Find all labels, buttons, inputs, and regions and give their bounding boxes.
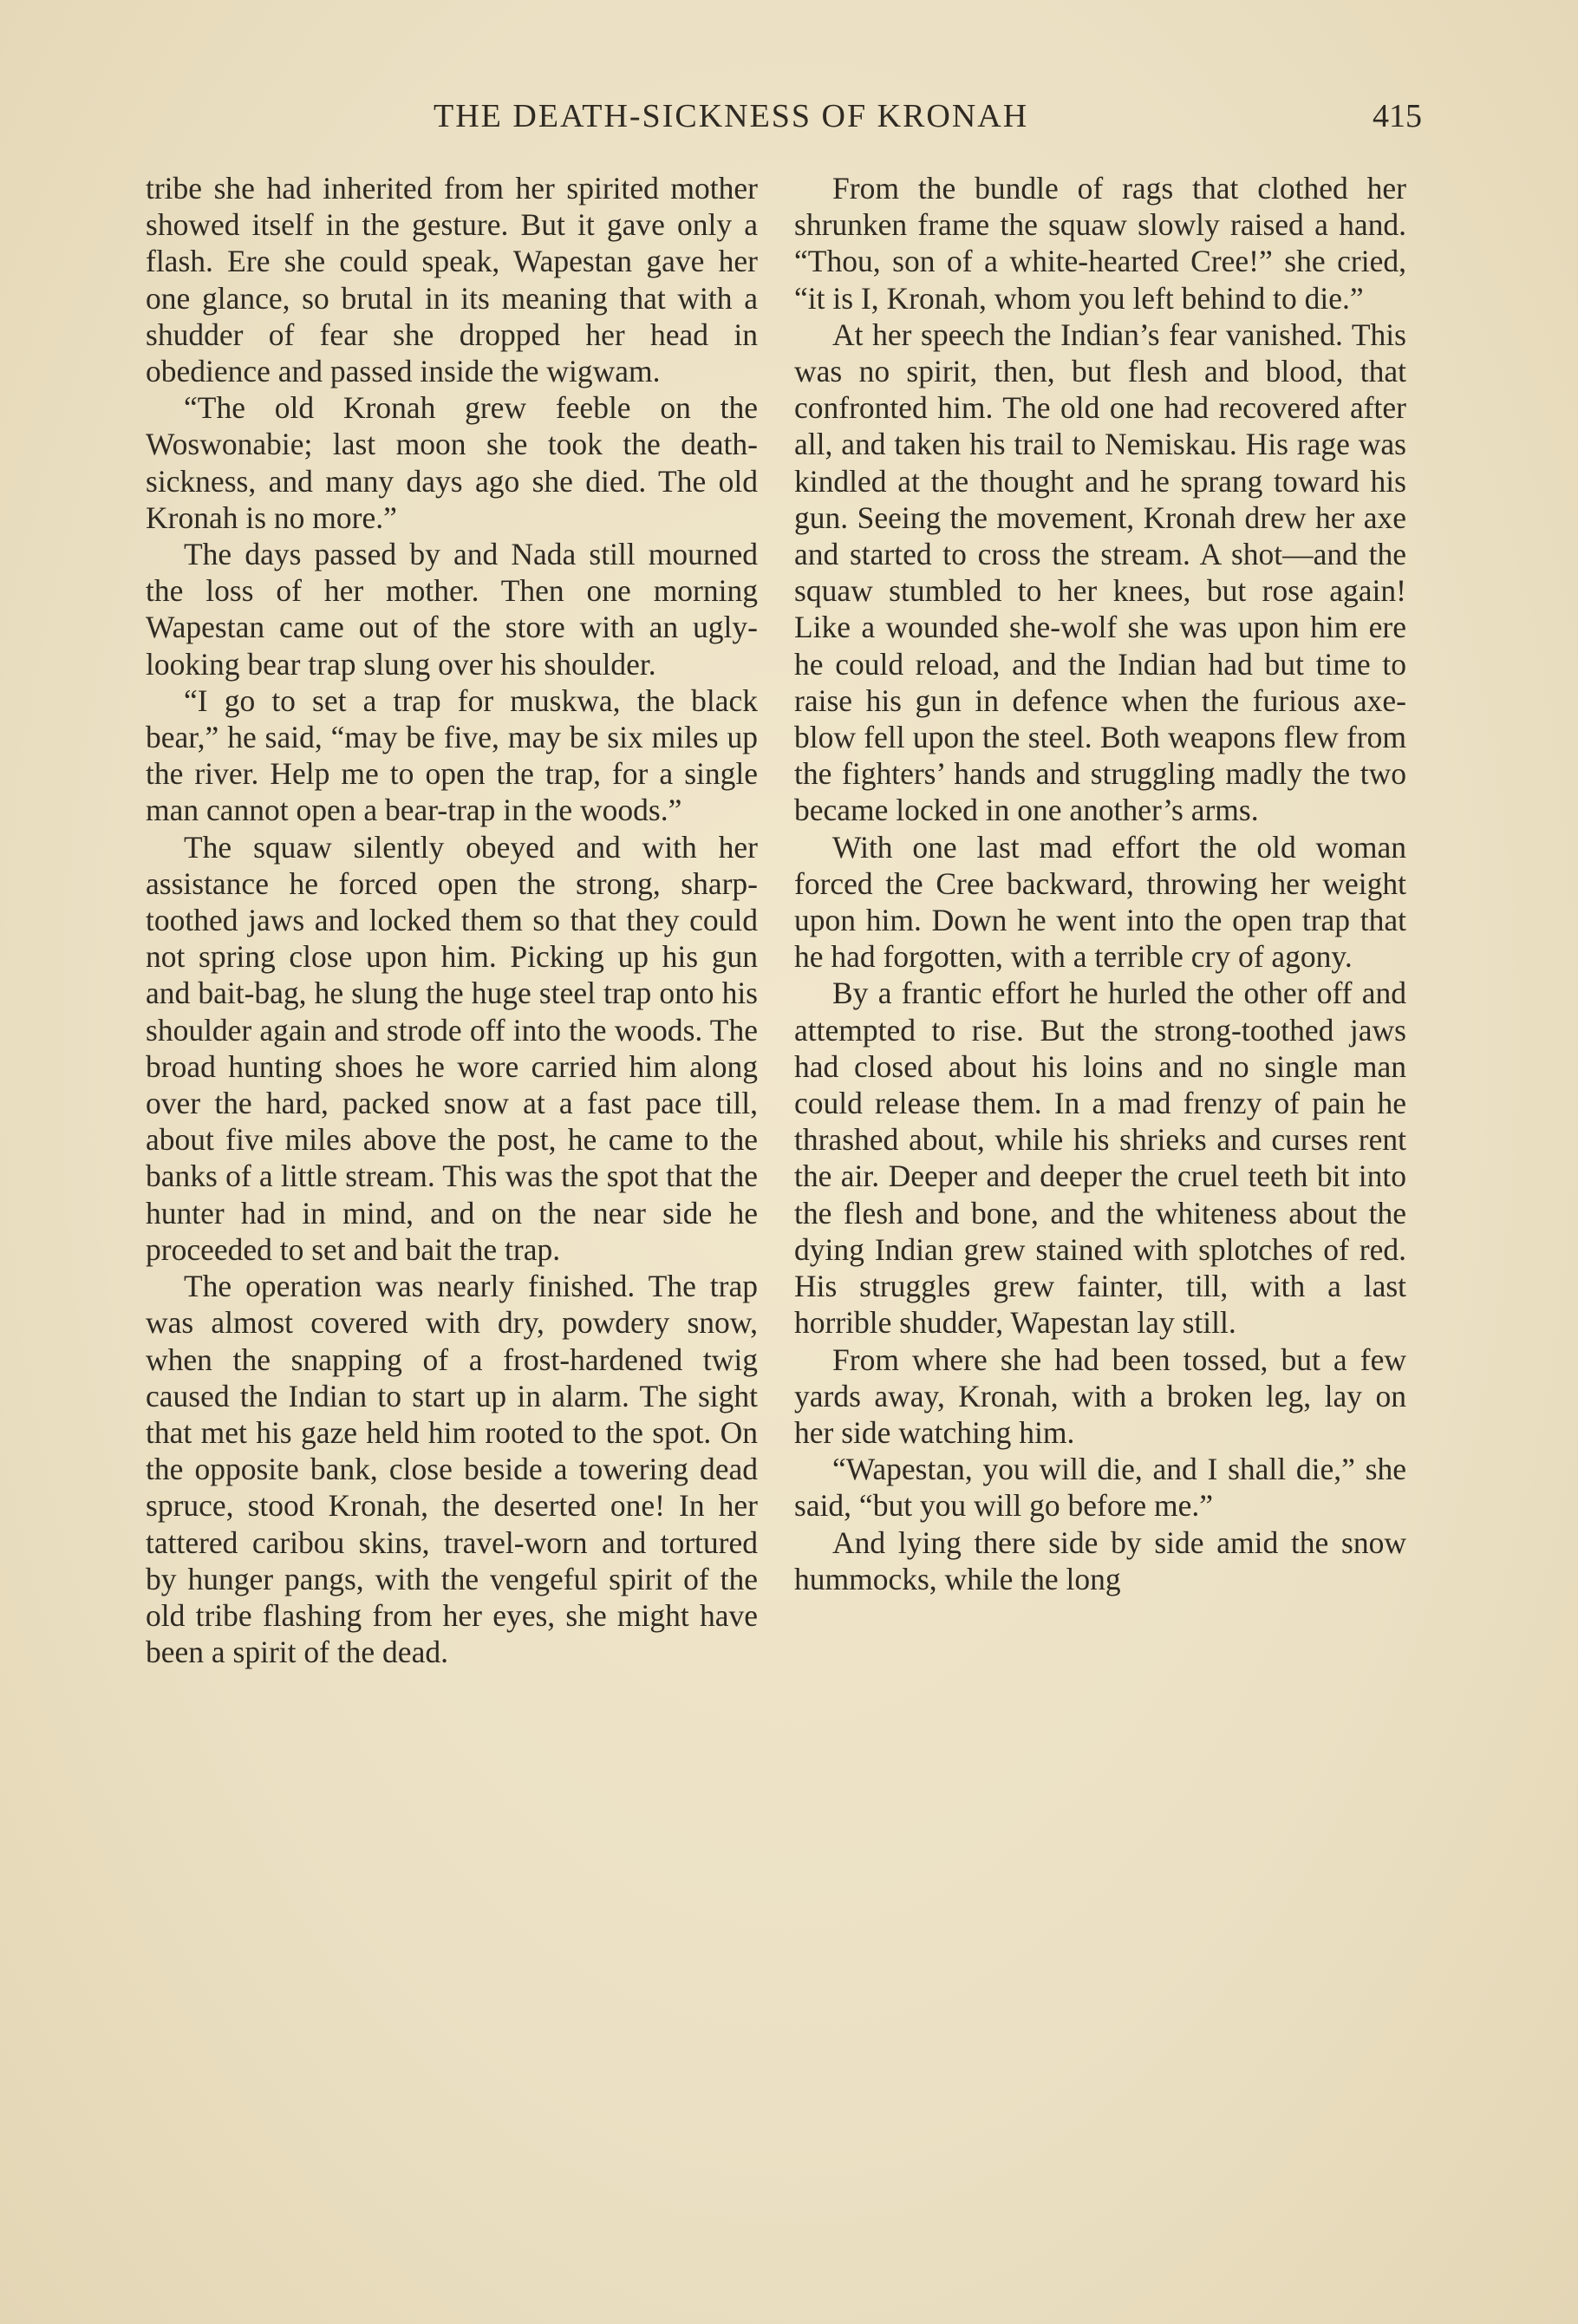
paragraph: “I go to set a trap for muskwa, the black bear,” he said, “may be five, may be six miles up the river. Help me to open the trap, for a single man cannot open a bear-trap in the woods.” [146,682,758,828]
paragraph: The squaw silently obeyed and with her assistance he forced open the strong, sharp-toothed jaws and locked them so that they could not spring close upon him. Picking up his gun and bait-bag, he slung the huge steel trap onto his shoulder again and strode off into the woods. The broad hunting shoes he wore carried him along over the hard, packed snow at a fast pace till, about five miles above the post, he came to the banks of a little stream. This was the spot that the hunter had in mind, and on the near side he proceeded to set and bait the trap. [146,829,758,1267]
paragraph: And lying there side by side amid the snow hummocks, while the long [794,1524,1406,1596]
right-column [794,170,1406,1597]
left-column [146,170,758,1670]
paragraph: tribe she had inherited from her spirited mother showed itself in the gesture. But it gave only a flash. Ere she could speak, Wapestan gave her one glance, so brutal in its meaning that with a shudder of fear she dropped her head in obedience and passed inside the wigwam. [146,171,758,389]
paragraph: “The old Kronah grew feeble on the Woswonabie; last moon she took the death-sickness, and many days ago she died. The old Kronah is no more.” [146,390,758,535]
paragraph: With one last mad effort the old woman forced the Cree backward, throwing her weight upon him. Down he went into the open trap that he had forgotten, with a terrible cry of agony. [794,829,1406,975]
paragraph: By a frantic effort he hurled the other off and attempted to rise. But the strong-toothed jaws had closed about his loins and no single man could release them. In a mad frenzy of pain he thrashed about, while his shrieks and curses rent the air. Deeper and deeper the cruel teeth bit into the flesh and bone, and the whiteness about the dying Indian grew stained with splotches of red. His struggles grew fainter, till, with a last horrible shudder, Wapestan lay still. [794,976,1406,1341]
paragraph: The operation was nearly finished. The trap was almost covered with dry, powdery snow, when the snapping of a frost-hardened twig caused the Indian to start up in alarm. The sight that met his gaze held him rooted to the spot. On the opposite bank, close beside a towering dead spruce, stood Kronah, the deserted one! In her tattered caribou skins, travel-worn and tortured by hunger pangs, with the vengeful spirit of the old tribe flashing from her eyes, she might have been a spirit of the dead. [146,1269,758,1670]
paragraph: At her speech the Indian’s fear vanished. This was no spirit, then, but flesh and blood, that confronted him. The old one had recovered after all, and taken his trail to Nemiskau. His rage was kindled at the thought and he sprang toward his gun. Seeing the movement, Kronah drew her axe and started to cross the stream. A shot—and the squaw stumbled to her knees, but rose again! Like a wounded she-wolf she was upon him ere he could reload, and the Indian had but time to raise his gun in defence when the furious axe-blow fell upon the steel. Both weapons flew from the fighters’ hands and struggling madly the two became locked in one another’s arms. [794,317,1406,828]
page-number: 415 [1373,98,1422,134]
paragraph: From where she had been tossed, but a few yards away, Kronah, with a broken leg, lay on her side watching him. [794,1342,1406,1450]
page-header [139,90,1422,142]
paragraph: The days passed by and Nada still mourned the loss of her mother. Then one morning Wapestan came out of the store with an ugly-looking bear trap slung over his shoulder. [146,537,758,682]
paragraph: “Wapestan, you will die, and I shall die,” she said, “but you will go before me.” [794,1452,1406,1524]
paragraph: From the bundle of rags that clothed her shrunken frame the squaw slowly raised a hand. “Thou, son of a white-hearted Cree!” she cried, “it is I, Kronah, whom you left behind to die.” [794,171,1406,316]
running-title: THE DEATH-SICKNESS OF KRONAH [434,98,1029,134]
